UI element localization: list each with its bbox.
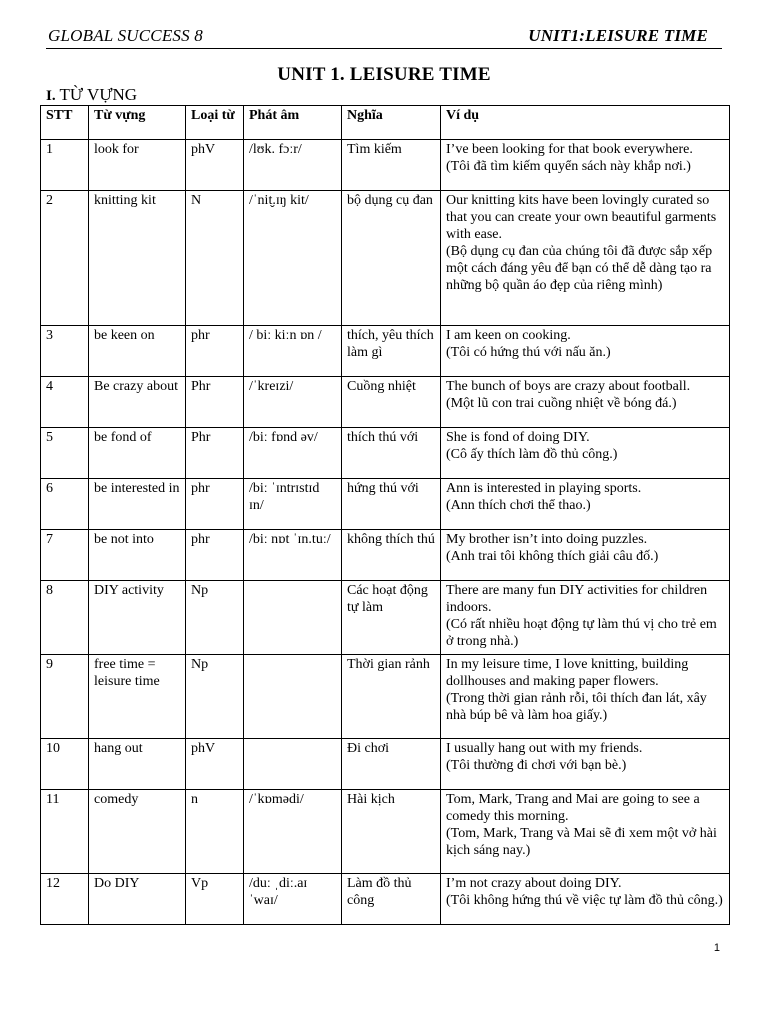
cell-example [441, 377, 730, 428]
table-row [41, 530, 730, 581]
table-row [41, 191, 730, 326]
cell-type: Phr [186, 377, 244, 428]
cell-word: Be crazy about [89, 377, 186, 428]
cell-type: phr [186, 479, 244, 530]
table-row [41, 739, 730, 790]
cell-type: Vp [186, 874, 244, 925]
cell-pronunciation [244, 655, 342, 739]
cell-meaning: Làm đồ thủ công [342, 874, 441, 925]
cell-word: be interested in [89, 479, 186, 530]
cell-stt: 12 [41, 874, 89, 925]
cell-example [441, 874, 730, 925]
cell-pronunciation [244, 581, 342, 655]
example-english: I’m not crazy about doing DIY. [446, 876, 622, 891]
cell-example [441, 530, 730, 581]
cell-example [441, 479, 730, 530]
cell-word: knitting kit [89, 191, 186, 326]
cell-example [441, 140, 730, 191]
cell-type: Phr [186, 428, 244, 479]
cell-example [441, 428, 730, 479]
section-heading [46, 85, 137, 105]
header-unit-title: UNIT1:LEISURE TIME [528, 26, 708, 45]
table-header-row [41, 106, 730, 140]
cell-type: N [186, 191, 244, 326]
table-row [41, 479, 730, 530]
example-vietnamese: (Tôi có hứng thú với nấu ăn.) [446, 345, 611, 360]
cell-meaning: thích thú với [342, 428, 441, 479]
table-row [41, 326, 730, 377]
cell-type: phr [186, 530, 244, 581]
cell-example [441, 790, 730, 874]
cell-type: n [186, 790, 244, 874]
cell-pronunciation [244, 739, 342, 790]
cell-meaning: Tìm kiếm [342, 140, 441, 191]
cell-pronunciation: /duː ˌdiː.aɪ ˈwaɪ/ [244, 874, 342, 925]
example-english: The bunch of boys are crazy about football. [446, 379, 691, 394]
example-english: I’ve been looking for that book everywhere. [446, 142, 693, 157]
cell-word: be not into [89, 530, 186, 581]
cell-type: phV [186, 140, 244, 191]
table-row [41, 790, 730, 874]
cell-pronunciation: /biː nɒt ˈɪn.tuː/ [244, 530, 342, 581]
cell-example [441, 326, 730, 377]
example-vietnamese: (Có rất nhiều hoạt động tự làm thú vị cho trẻ em ở trong nhà.) [446, 617, 717, 649]
example-vietnamese: (Tôi đã tìm kiếm quyển sách này khắp nơi.) [446, 159, 691, 174]
table-row [41, 874, 730, 925]
table-row [41, 655, 730, 739]
cell-word: DIY activity [89, 581, 186, 655]
cell-pronunciation: /biː ˈɪntrɪstɪd ɪn/ [244, 479, 342, 530]
example-english: Ann is interested in playing sports. [446, 481, 642, 496]
cell-word: be fond of [89, 428, 186, 479]
cell-stt: 5 [41, 428, 89, 479]
cell-word: look for [89, 140, 186, 191]
header-example: Ví dụ [441, 106, 730, 140]
cell-stt: 6 [41, 479, 89, 530]
header-pronunciation: Phát âm [244, 106, 342, 140]
cell-word: hang out [89, 739, 186, 790]
header-meaning: Nghĩa [342, 106, 441, 140]
example-vietnamese: (Một lũ con trai cuồng nhiệt về bóng đá.) [446, 396, 677, 411]
example-english: My brother isn’t into doing puzzles. [446, 532, 648, 547]
cell-meaning: bộ dụng cụ đan [342, 191, 441, 326]
example-english: In my leisure time, I love knitting, building dollhouses and making paper flowers. [446, 657, 689, 689]
example-english: Our knitting kits have been lovingly curated so that you can create your own beautiful garments with ease. [446, 193, 717, 242]
cell-type: phr [186, 326, 244, 377]
page-title: UNIT 1. LEISURE TIME [277, 64, 491, 85]
cell-word: Do DIY [89, 874, 186, 925]
example-vietnamese: (Tôi thường đi chơi với bạn bè.) [446, 758, 627, 773]
example-english: I usually hang out with my friends. [446, 741, 643, 756]
cell-type: Np [186, 581, 244, 655]
example-vietnamese: (Anh trai tôi không thích giải câu đố.) [446, 549, 659, 564]
example-english: Tom, Mark, Trang and Mai are going to see a comedy this morning. [446, 792, 700, 824]
cell-pronunciation: / biː kiːn ɒn / [244, 326, 342, 377]
cell-meaning: Thời gian rảnh [342, 655, 441, 739]
cell-type: Np [186, 655, 244, 739]
example-vietnamese: (Trong thời gian rảnh rỗi, tôi thích đan lát, xây nhà búp bê và làm hoa giấy.) [446, 691, 707, 723]
cell-pronunciation: /ˈkɒmədi/ [244, 790, 342, 874]
example-english: She is fond of doing DIY. [446, 430, 590, 445]
cell-stt: 10 [41, 739, 89, 790]
cell-meaning: Các hoạt động tự làm [342, 581, 441, 655]
example-vietnamese: (Tôi không hứng thú về việc tự làm đồ thủ công.) [446, 893, 723, 908]
cell-example [441, 191, 730, 326]
cell-stt: 11 [41, 790, 89, 874]
cell-meaning: Hài kịch [342, 790, 441, 874]
cell-pronunciation: /ˈkreɪzi/ [244, 377, 342, 428]
header-book-title: GLOBAL SUCCESS 8 [48, 26, 203, 45]
example-vietnamese: (Tom, Mark, Trang và Mai sẽ đi xem một vở hài kịch sáng nay.) [446, 826, 717, 858]
cell-pronunciation: /biː fɒnd əv/ [244, 428, 342, 479]
example-vietnamese: (Ann thích chơi thể thao.) [446, 498, 591, 513]
table-body [41, 140, 730, 925]
section-number: I. [46, 88, 56, 104]
page-header [46, 26, 722, 49]
header-stt: STT [41, 106, 89, 140]
cell-meaning: thích, yêu thích làm gì [342, 326, 441, 377]
table-row [41, 428, 730, 479]
cell-word: be keen on [89, 326, 186, 377]
cell-stt: 4 [41, 377, 89, 428]
cell-example [441, 581, 730, 655]
page-number: 1 [713, 942, 720, 954]
example-vietnamese: (Cô ấy thích làm đồ thủ công.) [446, 447, 618, 462]
example-english: There are many fun DIY activities for children indoors. [446, 583, 708, 615]
cell-example [441, 739, 730, 790]
cell-meaning: hứng thú với [342, 479, 441, 530]
section-label: TỪ VỰNG [55, 85, 138, 104]
cell-stt: 7 [41, 530, 89, 581]
cell-stt: 8 [41, 581, 89, 655]
cell-pronunciation: /lʊk. fɔːr/ [244, 140, 342, 191]
cell-meaning: Cuồng nhiệt [342, 377, 441, 428]
example-vietnamese: (Bộ dụng cụ đan của chúng tôi đã được sắp xếp một cách đáng yêu để bạn có thể dễ dàng tạo ra những bộ quần áo đẹp của riêng mình) [446, 244, 713, 293]
cell-stt: 3 [41, 326, 89, 377]
cell-type: phV [186, 739, 244, 790]
cell-meaning: không thích thú [342, 530, 441, 581]
vocabulary-table [40, 105, 730, 925]
header-word: Từ vựng [89, 106, 186, 140]
header-type: Loại từ [186, 106, 244, 140]
cell-stt: 1 [41, 140, 89, 191]
cell-stt: 9 [41, 655, 89, 739]
cell-pronunciation: /ˈnit̬.ɪŋ kit/ [244, 191, 342, 326]
cell-meaning: Đi chơi [342, 739, 441, 790]
example-english: I am keen on cooking. [446, 328, 571, 343]
cell-word: free time = leisure time [89, 655, 186, 739]
cell-example [441, 655, 730, 739]
cell-stt: 2 [41, 191, 89, 326]
table-row [41, 377, 730, 428]
table-row [41, 581, 730, 655]
cell-word: comedy [89, 790, 186, 874]
table-row [41, 140, 730, 191]
